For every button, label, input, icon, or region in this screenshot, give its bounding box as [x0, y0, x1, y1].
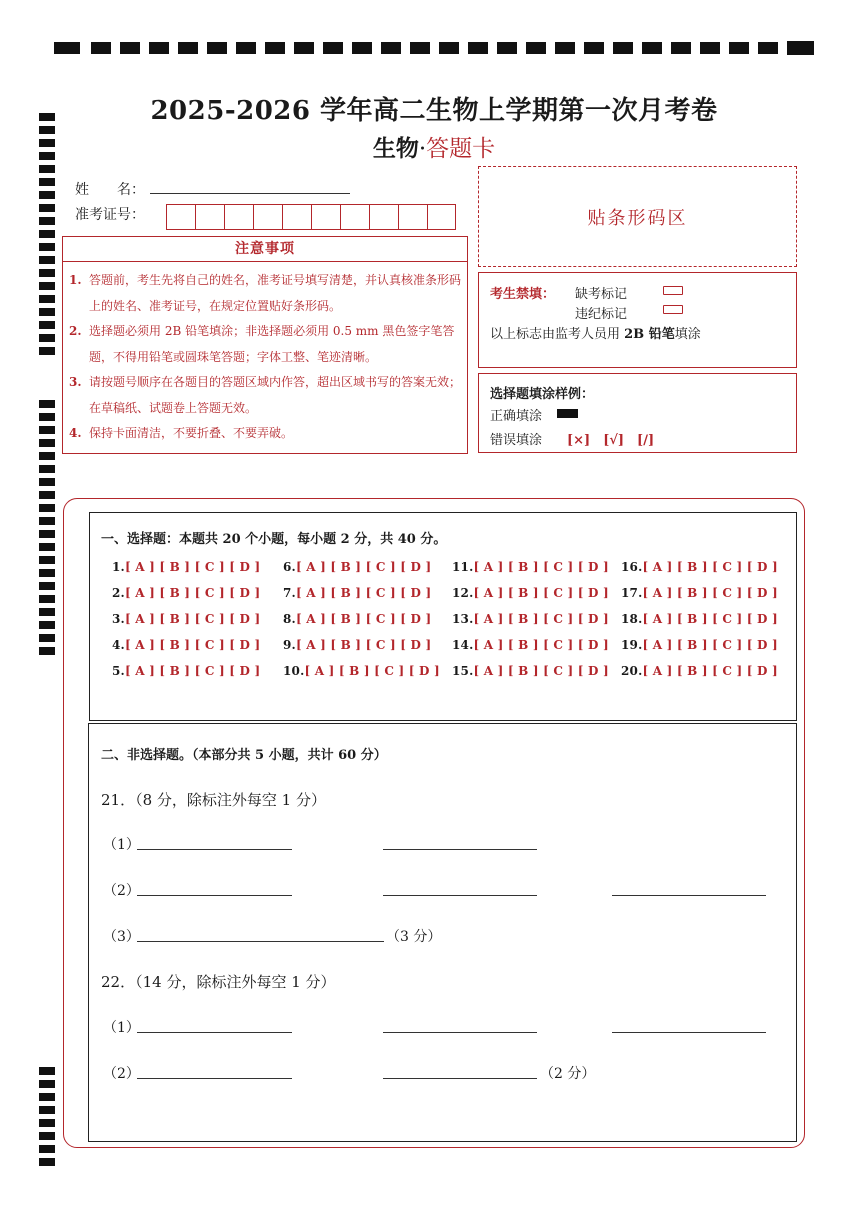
subtitle-dot: ·	[418, 136, 427, 162]
fill-sample-panel	[478, 373, 797, 453]
mc-question[interactable]: 10.[ A ] [ B ] [ C ] [ D ]	[283, 664, 440, 678]
answer-blank[interactable]	[383, 1078, 537, 1079]
page-title: 2025-2026 学年高二生物上学期第一次月考卷	[150, 96, 718, 126]
q21-sub3-points: （3 分）	[386, 929, 442, 945]
id-digit-box[interactable]	[398, 204, 427, 230]
subtitle-card: 答题卡	[426, 136, 496, 162]
violation-mark-box[interactable]	[663, 302, 683, 317]
notice-item-text: 选择题必须用 2B 铅笔填涂；非选择题必须用 0.5 mm 黑色签字笔答题，不得用铅笔或圆珠笔答题；字体工整、笔迹清晰。	[89, 324, 455, 364]
violation-mark-label: 违纪标记	[575, 307, 628, 322]
notice-item-number: 4.	[69, 426, 82, 440]
mc-question[interactable]: 15.[ A ] [ B ] [ C ] [ D ]	[452, 664, 609, 678]
subtitle-subject: 生物	[372, 135, 419, 162]
examiner-only-panel	[478, 272, 797, 368]
notice-list	[63, 262, 467, 447]
timing-marks-left-lower	[39, 1067, 55, 1171]
forbid-title: 考生禁填：	[490, 287, 556, 302]
forbid-note-b: 2B 铅笔	[624, 327, 675, 342]
absent-mark-box[interactable]	[663, 283, 683, 298]
notice-item	[69, 370, 461, 421]
mc-question[interactable]: 2.[ A ] [ B ] [ C ] [ D ]	[112, 586, 261, 600]
notice-item-number: 1.	[69, 273, 82, 287]
q22-sub2-points: （2 分）	[540, 1066, 596, 1082]
mc-question[interactable]: 5.[ A ] [ B ] [ C ] [ D ]	[112, 664, 261, 678]
page-subtitle	[0, 130, 868, 163]
name-field[interactable]	[150, 193, 350, 194]
q21-sub1-label: （1）	[103, 837, 140, 853]
forbid-note	[490, 323, 701, 342]
id-digit-box[interactable]	[311, 204, 340, 230]
answer-blank[interactable]	[137, 1032, 292, 1033]
mc-question[interactable]: 8.[ A ] [ B ] [ C ] [ D ]	[283, 612, 432, 626]
timing-marks-top	[54, 42, 814, 56]
id-digit-box[interactable]	[340, 204, 369, 230]
id-digit-box[interactable]	[253, 204, 282, 230]
answer-blank[interactable]	[137, 941, 384, 942]
mc-question[interactable]: 18.[ A ] [ B ] [ C ] [ D ]	[621, 612, 778, 626]
mc-question[interactable]: 11.[ A ] [ B ] [ C ] [ D ]	[452, 560, 609, 574]
correct-fill-label: 正确填涂	[490, 409, 543, 424]
id-label: 准考证号：	[75, 207, 145, 223]
name-label: 姓 名：	[75, 182, 145, 198]
mc-question[interactable]: 14.[ A ] [ B ] [ C ] [ D ]	[452, 638, 609, 652]
mc-question[interactable]: 19.[ A ] [ B ] [ C ] [ D ]	[621, 638, 778, 652]
notice-item-text: 保持卡面清洁，不要折叠、不要弄破。	[89, 426, 294, 440]
answer-blank[interactable]	[137, 1078, 292, 1079]
id-digit-box[interactable]	[224, 204, 253, 230]
notice-panel	[62, 236, 468, 454]
id-digit-box[interactable]	[195, 204, 224, 230]
mc-question[interactable]: 13.[ A ] [ B ] [ C ] [ D ]	[452, 612, 609, 626]
barcode-area	[478, 166, 797, 267]
mc-question[interactable]: 17.[ A ] [ B ] [ C ] [ D ]	[621, 586, 778, 600]
timing-marks-left-middle	[39, 400, 55, 660]
answer-blank[interactable]	[383, 895, 537, 896]
forbid-note-a: 以上标志由监考人员用	[490, 327, 625, 342]
id-digit-box[interactable]	[282, 204, 311, 230]
answer-blank[interactable]	[612, 895, 766, 896]
mc-question[interactable]: 3.[ A ] [ B ] [ C ] [ D ]	[112, 612, 261, 626]
notice-item	[69, 319, 461, 370]
absent-mark-label: 缺考标记	[575, 287, 628, 302]
mc-question[interactable]: 20.[ A ] [ B ] [ C ] [ D ]	[621, 664, 778, 678]
notice-item	[69, 421, 461, 447]
wrong-fill-label: 错误填涂	[490, 433, 543, 448]
mc-question[interactable]: 16.[ A ] [ B ] [ C ] [ D ]	[621, 560, 778, 574]
answer-blank[interactable]	[383, 1032, 537, 1033]
q22-title: 22．（14 分，除标注外每空 1 分）	[101, 973, 336, 991]
answer-blank[interactable]	[137, 849, 292, 850]
id-digit-box[interactable]	[369, 204, 398, 230]
notice-item-number: 3.	[69, 375, 82, 389]
q21-sub2-label: （2）	[103, 883, 140, 899]
notice-item-number: 2.	[69, 324, 82, 338]
q21-sub3-label: （3）	[103, 929, 140, 945]
notice-item-text: 请按题号顺序在各题目的答题区域内作答，超出区域书写的答案无效；在草稿纸、试题卷上答题无效。	[89, 375, 462, 415]
mc-question[interactable]: 9.[ A ] [ B ] [ C ] [ D ]	[283, 638, 432, 652]
wrong-fill-samples: [×] [√] [/]	[567, 433, 655, 448]
id-digit-box[interactable]	[166, 204, 195, 230]
answer-blank[interactable]	[383, 849, 537, 850]
q22-sub1-label: （1）	[103, 1020, 140, 1036]
forbid-note-c: 填涂	[674, 327, 701, 342]
free-response-section	[88, 723, 797, 1142]
barcode-label: 贴条形码区	[587, 207, 688, 229]
notice-heading: 注意事项	[63, 237, 467, 262]
mc-question[interactable]: 7.[ A ] [ B ] [ C ] [ D ]	[283, 586, 432, 600]
id-digit-box[interactable]	[427, 204, 456, 230]
notice-item-text: 答题前，考生先将自己的姓名，准考证号填写清楚，并认真核准条形码上的姓名、准考证号，在规定位置贴好条形码。	[89, 273, 462, 313]
sample-title: 选择题填涂样例：	[490, 387, 595, 402]
q21-title: 21．（8 分，除标注外每空 1 分）	[101, 791, 326, 809]
q22-sub2-label: （2）	[103, 1066, 140, 1082]
mc-question[interactable]: 4.[ A ] [ B ] [ C ] [ D ]	[112, 638, 261, 652]
answer-blank[interactable]	[612, 1032, 766, 1033]
mc-question[interactable]: 1.[ A ] [ B ] [ C ] [ D ]	[112, 560, 261, 574]
notice-item	[69, 268, 461, 319]
mc-question[interactable]: 12.[ A ] [ B ] [ C ] [ D ]	[452, 586, 609, 600]
correct-fill-sample	[557, 409, 578, 418]
free-heading: 二、非选择题。（本部分共 5 小题，共计 60 分）	[101, 748, 387, 763]
mc-heading: 一、选择题：本题共 20 个小题，每小题 2 分，共 40 分。	[101, 532, 447, 547]
id-number-boxes[interactable]	[166, 204, 456, 230]
answer-blank[interactable]	[137, 895, 292, 896]
mc-question[interactable]: 6.[ A ] [ B ] [ C ] [ D ]	[283, 560, 432, 574]
